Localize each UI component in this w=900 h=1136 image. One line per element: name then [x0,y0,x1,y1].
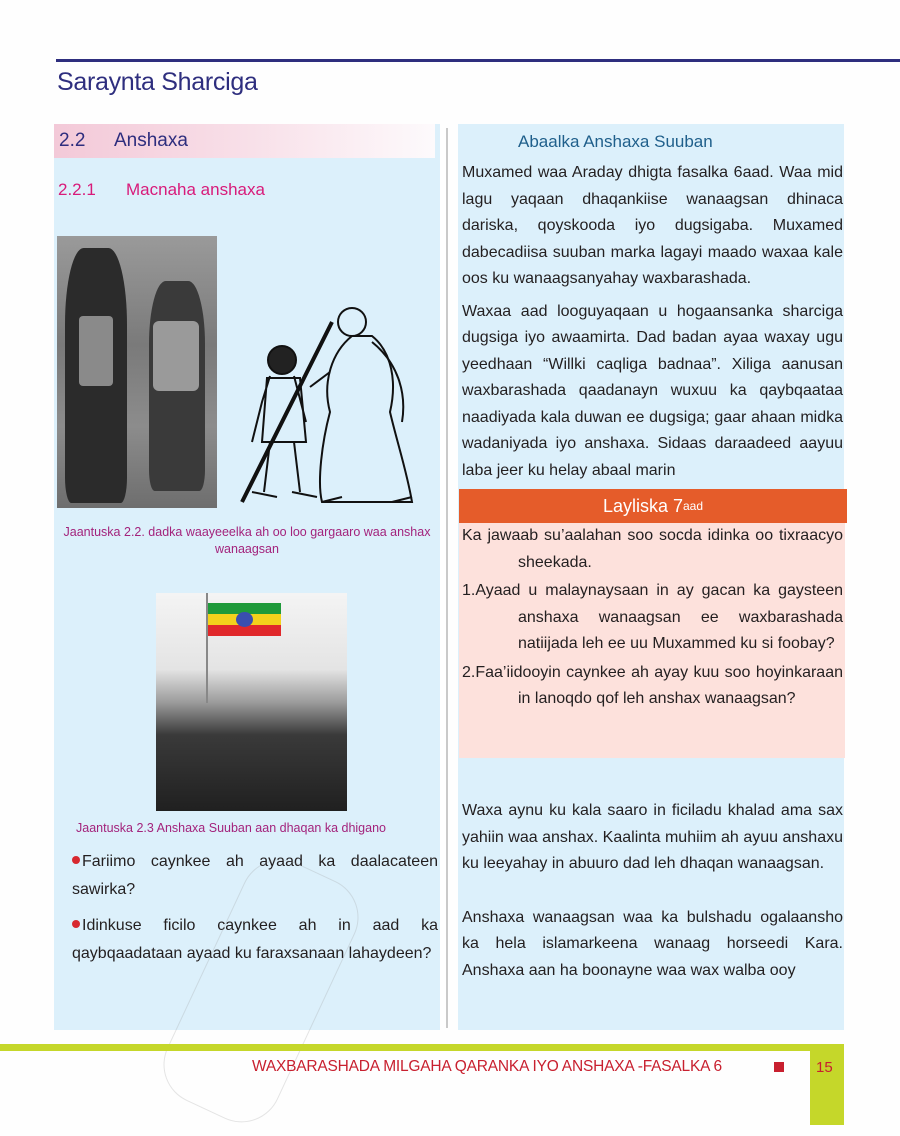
photo-elder-helped [57,236,217,508]
figure-caption-2-2: Jaantuska 2.2. dadka waayeeelka ah oo loo gargaaro waa anshax wanaagsan [63,525,431,556]
section-header [54,124,435,158]
question-item: Fariimo caynkee ah ayaad ka daalacateen sawirka? [72,853,438,898]
column-divider [446,128,448,1028]
exercise-question: 1.Ayaad u malaynaysaan in ay gacan ka gaysteen anshaxa wanaagsan ee waxbarashada natiijada leh ee uu Muxammed ku si foobay? [462,582,843,652]
story-title: Abaalka Anshaxa Suuban [518,132,713,151]
running-footer-title: WAXBARASHADA MILGAHA QARANKA IYO ANSHAXA -FASALKA 6 [252,1058,722,1075]
exercise-instruction: Ka jawaab su’aalahan soo socda idinka oo tixraacyo sheekada. [462,527,843,571]
footer-square-icon [774,1062,784,1072]
section-label: Anshaxa [114,130,188,151]
question-item: Idinkuse ficilo caynkee ah in aad ka qaybqaadataan ayaad ku faraxsanaan lahaydeen? [72,917,438,962]
story-paragraph: Waxaa aad looguyaqaan u hogaansanka sharciga dugsiga iyo awaamirta. Dad badan ayaa waxay ugu yeedhaan “Willki caqliga badnaa”. Xiliga aanusan waxbarashada qaadanayn wuxuu ka qaybqaataa naadiyada kala duwan ee dugsiga; gaar ahaan midka wadaniyada iyo anshaxa. Sidaas daraadeed aayuu laba jeer ku helay abaal marin [462,302,843,479]
figure-caption-2-3: Jaantuska 2.3 Anshaxa Suuban aan dhaqan ka dhigano [76,821,386,835]
exercise-questions [462,523,843,715]
bullet-icon [72,856,80,864]
footer-bar [0,1044,812,1051]
exercise-header: Layliska 7 aad [459,489,847,523]
body-paragraph: Anshaxa wanaagsan waa ka bulshadu ogalaansho ka hela islamarkeena wanaag horseedi Kara. Anshaxa aan ha boonayne waa wax walba ooy [462,908,843,979]
body-text [462,798,843,984]
ethiopian-flag-icon [208,603,281,636]
bullet-icon [72,920,80,928]
story-text [462,160,843,484]
subsection-heading [58,180,265,200]
section-number: 2.2 [59,130,86,151]
drawing-boy-and-woman [222,292,440,508]
page-tab [810,1044,844,1125]
chapter-title: Saraynta Sharciga [57,68,258,96]
body-paragraph: Waxa aynu ku kala saaro in ficiladu khalad ama sax yahiin waa anshax. Kaalinta muhiim ah ayuu anshaxu ku leeyahay in abuuro dad leh dhaqan wanaagsan. [462,802,843,872]
page-number: 15 [816,1059,833,1076]
subsection-label: Macnaha anshaxa [126,180,265,199]
exercise-question: 2.Faa’iidooyin caynkee ah ayay kuu soo hoyinkaraan in lanoqdo qof leh anshax wanaagsan? [462,663,843,707]
top-rule [56,59,900,62]
left-questions [72,848,438,976]
subsection-number: 2.2.1 [58,180,96,199]
story-paragraph: Muxamed waa Araday dhigta fasalka 6aad. Waa mid lagu yaqaan dhaqankiise wanaagsan dhinaca dariska, qoyskooda iyo dugsigaba. Muxamed dabecadiisa suuban marka lagayi maado waxaa kale oos ku wanaagsanyahay waxbarashada. [462,164,843,287]
photo-flag-ceremony [156,593,347,811]
